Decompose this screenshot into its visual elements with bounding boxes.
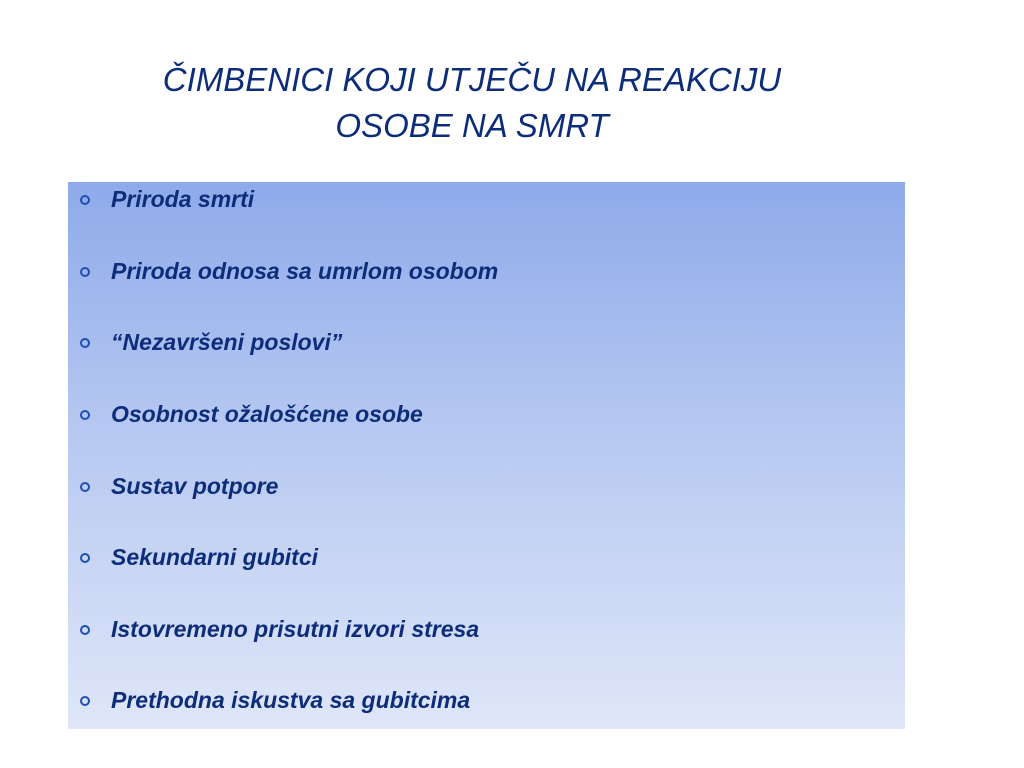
slide-title: [52, 57, 892, 149]
list-item-text: Istovremeno prisutni izvori stresa: [111, 616, 480, 642]
bullet-circle-icon: [80, 195, 90, 205]
bullet-circle-icon: [80, 338, 90, 348]
list-item-text: Sekundarni gubitci: [111, 544, 319, 570]
bullet-circle-icon: [80, 410, 90, 420]
bullet-circle-icon: [80, 625, 90, 635]
list-item-text: Priroda smrti: [111, 186, 255, 212]
list-item-text: Osobnost ožalošćene osobe: [111, 401, 423, 427]
bullet-circle-icon: [80, 267, 90, 277]
bullet-circle-icon: [80, 696, 90, 706]
bullet-circle-icon: [80, 482, 90, 492]
list-item-text: “Nezavršeni poslovi”: [111, 329, 343, 355]
content-panel: [68, 182, 905, 729]
list-item-text: Sustav potpore: [111, 473, 279, 499]
slide-title-line-1: ČIMBENICI KOJI UTJEČU NA REAKCIJU: [162, 61, 782, 98]
list-item-text: Prethodna iskustva sa gubitcima: [111, 687, 471, 713]
list-item-text: Priroda odnosa sa umrlom osobom: [111, 258, 499, 284]
slide-title-line-2: OSOBE NA SMRT: [335, 107, 609, 144]
bullet-circle-icon: [80, 553, 90, 563]
